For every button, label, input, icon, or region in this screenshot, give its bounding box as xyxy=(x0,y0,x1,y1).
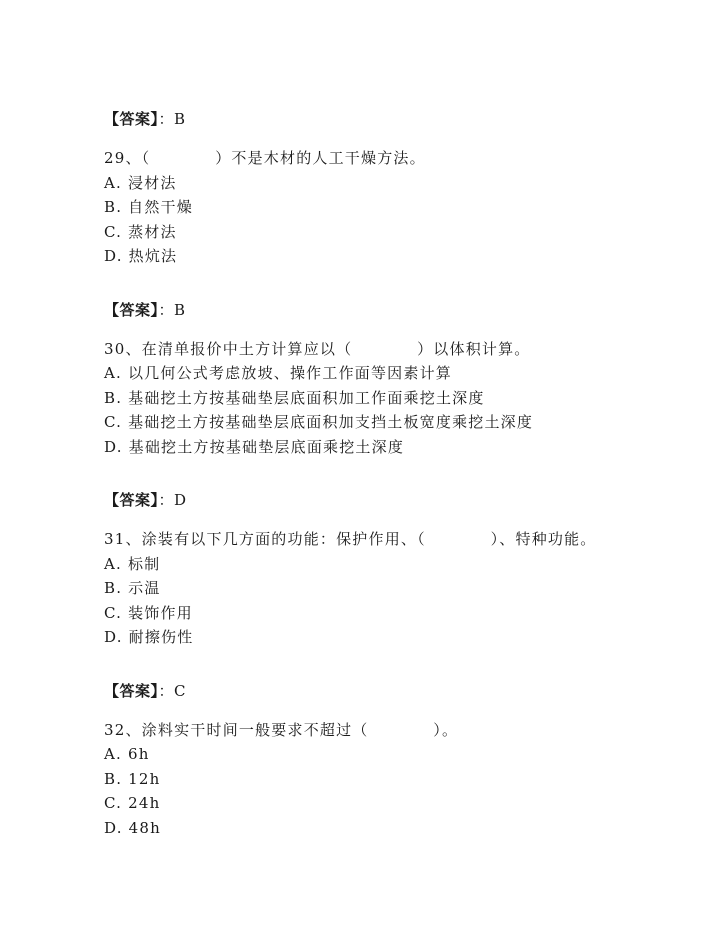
answer-separator: ： xyxy=(158,110,175,128)
answer-label: 【答案】 xyxy=(104,110,159,128)
answer-value: C xyxy=(174,681,187,700)
question-32-text: 32、涂料实干时间一般要求不超过（ ）。 xyxy=(104,720,459,739)
question-block-31 xyxy=(104,527,694,650)
answer-line-q30 xyxy=(104,489,694,511)
q29-option-a: A. 浸材法 xyxy=(104,173,177,192)
question-29-text: 29、（ ）不是木材的人工干燥方法。 xyxy=(104,149,426,167)
q31-option-b: B. 示温 xyxy=(104,579,161,597)
q30-option-d: D. 基础挖土方按基础垫层底面乘挖土深度 xyxy=(104,437,405,456)
q30-option-c: C. 基础挖土方按基础垫层底面积加支挡土板宽度乘挖土深度 xyxy=(104,413,534,431)
answer-value: D xyxy=(174,491,187,509)
answer-line-q29 xyxy=(104,299,694,321)
question-block-32 xyxy=(104,718,694,841)
q32-option-a: A. 6h xyxy=(104,745,150,763)
answer-line-q28 xyxy=(104,108,694,130)
q29-option-b: B. 自然干燥 xyxy=(104,198,193,216)
question-31-text: 31、涂装有以下几方面的功能：保护作用、（ ）、特种功能。 xyxy=(104,530,597,548)
answer-separator: ： xyxy=(158,681,175,700)
answer-label: 【答案】 xyxy=(104,681,159,700)
question-block-29 xyxy=(104,146,694,269)
q31-option-a: A. 标制 xyxy=(104,554,161,573)
answer-separator: ： xyxy=(158,491,175,509)
q31-option-d: D. 耐擦伤性 xyxy=(104,628,194,646)
answer-value: B xyxy=(174,110,186,128)
q31-option-c: C. 装饰作用 xyxy=(104,603,193,622)
answer-separator: ： xyxy=(158,300,175,319)
q29-option-c: C. 蒸材法 xyxy=(104,222,177,241)
answer-label: 【答案】 xyxy=(104,300,159,319)
q29-option-d: D. 热炕法 xyxy=(104,247,178,265)
answer-label: 【答案】 xyxy=(104,491,159,509)
q30-option-a: A. 以几何公式考虑放坡、操作工作面等因素计算 xyxy=(104,364,452,382)
exam-page xyxy=(104,108,694,870)
q30-option-b: B. 基础挖土方按基础垫层底面积加工作面乘挖土深度 xyxy=(104,388,485,407)
q32-option-c: C. 24h xyxy=(104,794,161,812)
question-block-30 xyxy=(104,337,694,460)
answer-line-q31 xyxy=(104,680,694,702)
question-30-text: 30、在清单报价中土方计算应以（ ）以体积计算。 xyxy=(104,339,531,358)
q32-option-b: B. 12h xyxy=(104,769,161,788)
q32-option-d: D. 48h xyxy=(104,818,161,837)
answer-value: B xyxy=(174,300,186,319)
